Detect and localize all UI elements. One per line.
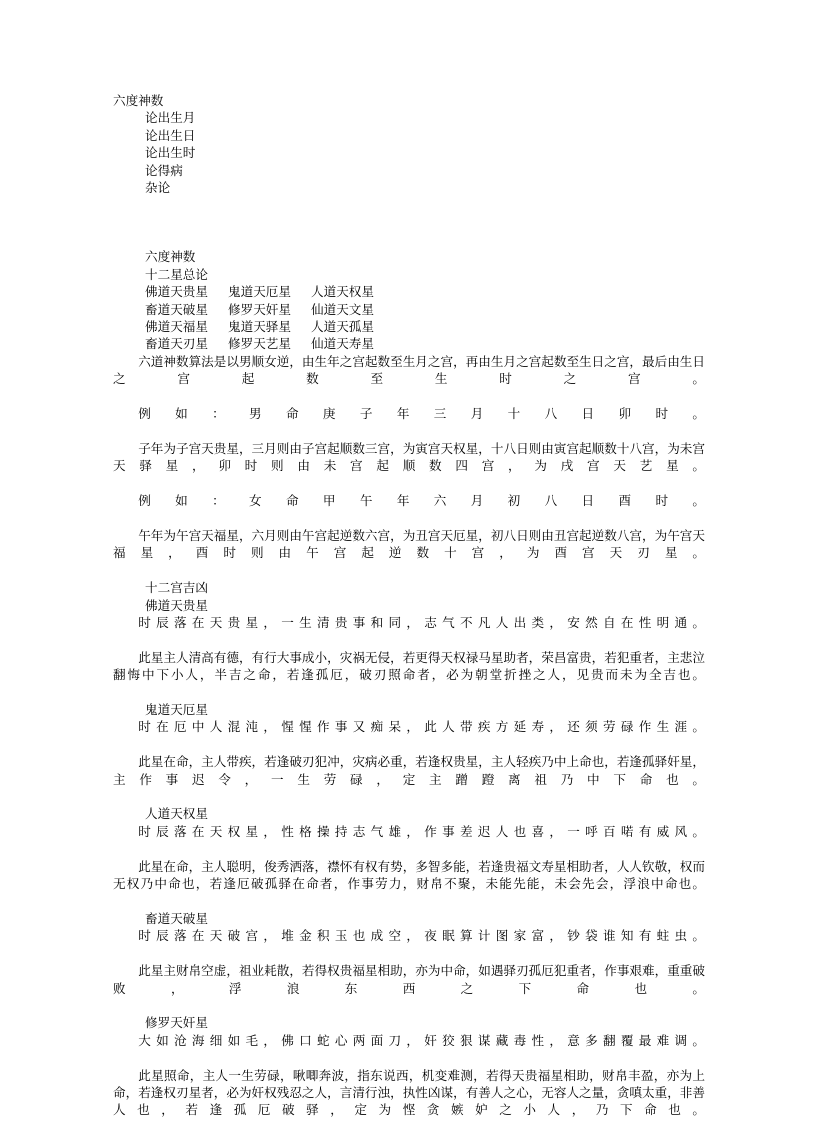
star-cell: 畜道天破星	[145, 301, 208, 317]
star-cell: 仙道天文星	[311, 301, 374, 317]
star-table-row	[145, 335, 705, 352]
toc-item-3[interactable]: 论出生时	[145, 145, 196, 161]
body-title: 六度神数	[145, 249, 196, 265]
star-heading-tiangui: 佛道天贵星	[145, 597, 208, 613]
star-cell: 鬼道天厄星	[228, 284, 291, 300]
paragraph-example-female-text: 午年为午宫天福星，六月则由午宫起逆数六宫，为丑宫天厄星，初八日则由丑宫起逆数八宫，为午宫天福星，酉时则由午宫起逆数十宫，为酉宫天刃星。	[113, 527, 705, 561]
star-verse-tiane: 时在厄中人混沌，惺惺作事又痴呆，此人带疾方延寿，还须劳碌作生涯。	[138, 719, 705, 735]
star-heading-tianjian: 修罗天奸星	[145, 1015, 208, 1031]
toc-item-4[interactable]: 论得病	[145, 162, 183, 178]
star-cell: 人道天孤星	[311, 319, 374, 335]
star-table-row	[145, 318, 705, 335]
star-commentary-tiane: 此星在命，主人带疾，若逢破刃犯冲，灾病必重，若逢权贵星，主人轻疾乃中上命也，若逢孤驿奸星，主作事迟令，一生劳碌，定主蹭蹬离祖乃中下命也。	[113, 754, 705, 787]
star-heading-tianquan: 人道天权星	[145, 806, 208, 822]
star-table-row	[145, 283, 705, 300]
star-verse-tiangui: 时辰落在天贵星，一生清贵事和同，志气不凡人出类，安然自在性明通。	[138, 614, 705, 630]
star-heading-tianpo: 畜道天破星	[145, 910, 208, 926]
paragraph-method: 六道神数算法是以男顺女逆，由生年之宫起数至生月之宫，再由生月之宫起数至生日之宫，最后由生日之宫起数至生时之宫。	[113, 353, 705, 387]
paragraph-example-female-label: 例如：女命甲午年六月初八日酉时。	[138, 493, 705, 509]
star-cell: 佛道天福星	[145, 319, 208, 335]
toc-item-5[interactable]: 杂论	[145, 180, 171, 196]
section-heading-twelve-palaces: 十二宫吉凶	[145, 580, 208, 596]
star-cell: 修罗天奸星	[228, 301, 291, 317]
paragraph-example-male-label: 例如：男命庚子年三月十八日卯时。	[138, 406, 705, 422]
star-heading-tiane: 鬼道天厄星	[145, 702, 208, 717]
star-verse-tianquan: 时辰落在天权星，性格操持志气雄，作事差迟人也喜，一呼百喏有威风。	[138, 823, 705, 839]
star-commentary-tianjian: 此星照命，主人一生劳碌，啾唧奔波，指东说西，机变难测，若得天贵福星相助，财帛丰盈，亦为上命，若逢权刃星者，必为奸权残忍之人，言清行浊，执性凶谋，有善人之心，无容人之量，贪嗔太重，非善人也，若逢孤厄破驿，定为悭贪嫉妒之小人，乃下命也。	[113, 1067, 705, 1118]
star-commentary-tianpo: 此星主财帛空虚，祖业耗散，若得权贵福星相助，亦为中命，如遇驿刃孤厄犯重者，作事艰难，重重破败，浮浪东西之下命也。	[113, 963, 705, 996]
star-commentary-tianquan: 此星在命，主人聪明，俊秀洒落，襟怀有权有势，多智多能，若逢贵福文寿星相助者，人人钦敬，权而无权乃中命也，若逢厄破孤驿在命者，作事劳力，财帛不聚，未能先能，未会先会，浮浪中命也。	[113, 858, 705, 892]
toc-item-2[interactable]: 论出生日	[145, 127, 196, 143]
star-cell: 仙道天寿星	[311, 336, 374, 352]
star-verse-tianjian: 大如沧海细如毛，佛口蛇心两面刀，奸狡狠谋藏毒性，意多翻覆最难调。	[138, 1032, 705, 1048]
star-commentary-tiangui: 此星主人清高有德，有行大事成小，灾祸无侵，若更得天权禄马星助者，荣昌富贵，若犯重者，主悲泣翻悔中下小人，半吉之命，若逢孤厄，破刃照命者，必为朝堂折挫之人，见贵而未为全吉也。	[113, 649, 705, 683]
star-cell: 人道天权星	[311, 284, 374, 300]
star-cell: 畜道天刃星	[145, 336, 208, 352]
section-gap	[113, 196, 705, 248]
page-content	[113, 92, 705, 1136]
toc-heading: 六度神数	[113, 93, 164, 108]
star-cell: 鬼道天驿星	[228, 319, 291, 335]
paragraph-example-male-text: 子年为子宫天贵星，三月则由子宫起顺数三宫，为寅宫天权星，十八日则由寅宫起顺数十八宫，为未宫天驿星，卯时则由未宫起顺数四宫，为戌宫天艺星。	[113, 440, 705, 474]
section-heading-twelve-stars: 十二星总论	[145, 266, 208, 282]
star-verse-tianpo: 时辰落在天破宫，堆金积玉也成空，夜眠算计图家富，钞袋谁知有蛀虫。	[138, 928, 705, 944]
star-cell: 修罗天艺星	[228, 336, 291, 352]
star-cell: 佛道天贵星	[145, 284, 208, 300]
toc-item-1[interactable]: 论出生月	[145, 110, 196, 126]
star-table-row	[145, 301, 705, 318]
